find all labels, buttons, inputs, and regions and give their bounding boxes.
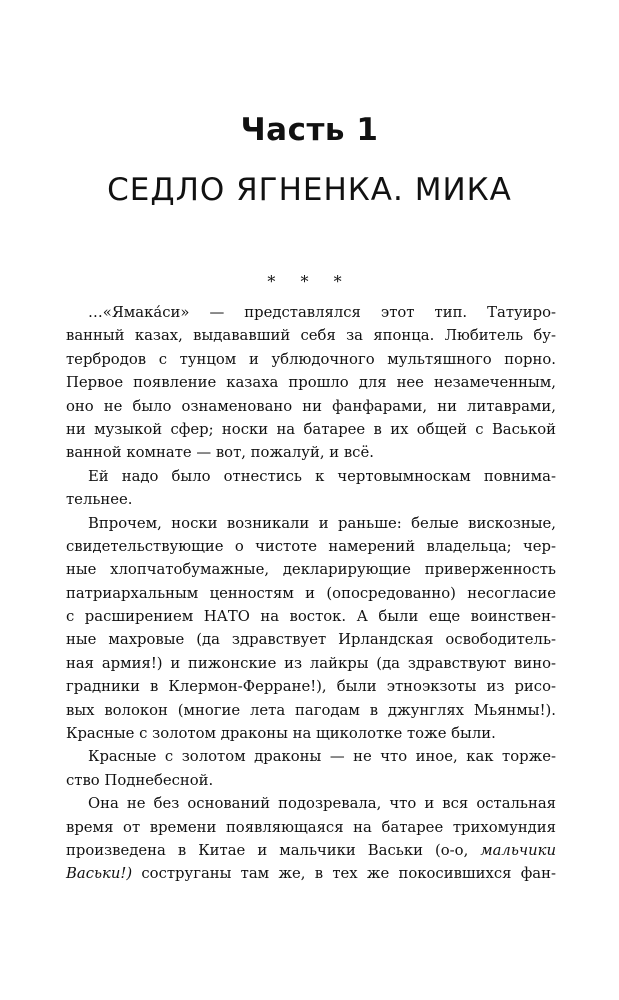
text-segment: вых волокон (многие лета пагодам в джунглях Мьянмы!).: [66, 701, 556, 719]
text-line: [66, 839, 556, 862]
italic-text: мальчики: [480, 841, 556, 859]
text-segment: свидетельствующие о чистоте намерений владельца; чер-: [66, 537, 556, 555]
text-segment: Впрочем, носки возникали и раньше: белые вискозные,: [88, 514, 556, 532]
text-line: [66, 745, 556, 768]
text-line: [66, 792, 556, 815]
text-line: [66, 301, 556, 324]
text-segment: тербродов с тунцом и ублюдочного мультяшного порно.: [66, 350, 556, 368]
text-segment: ванный казах, выдававший себя за японца. Любитель бу-: [66, 327, 556, 345]
text-line: [66, 816, 556, 839]
text-segment: тельнее.: [66, 491, 133, 509]
text-line: [66, 582, 556, 605]
text-segment: ство Поднебесной.: [66, 771, 214, 789]
text-line: [66, 605, 556, 628]
text-line: [66, 395, 556, 418]
text-segment: патриархальным ценностям и (опосредованно) несогласие: [66, 584, 556, 602]
text-line: [66, 488, 556, 511]
text-line: [66, 535, 556, 558]
text-segment: с расширением НАТО на восток. А были еще воинствен-: [66, 608, 556, 626]
text-line: [66, 371, 556, 394]
text-line: [66, 769, 556, 792]
text-line: [66, 348, 556, 371]
text-segment: Первое появление казаха прошло для нее незамеченным,: [66, 374, 556, 392]
text-line: [66, 512, 556, 535]
text-segment: произведена в Китае и мальчики Васьки (о-о,: [66, 841, 481, 859]
text-line: [66, 465, 556, 488]
text-segment: ные махровые (да здравствует Ирландская освободитель-: [66, 631, 556, 649]
text-segment: соструганы там же, в тех же покосившихся фан-: [132, 865, 556, 883]
text-line: [66, 441, 556, 464]
text-segment: Ей надо было отнестись к чертовымноскам повнима-: [88, 467, 556, 485]
text-segment: …«Ямака́си» — представлялся этот тип. Татуиро-: [88, 304, 556, 321]
text-segment: Красные с золотом драконы на щиколотке тоже были.: [66, 725, 496, 743]
text-line: [66, 558, 556, 581]
text-segment: оно не было ознаменовано ни фанфарами, ни литаврами,: [66, 397, 556, 415]
section-ornament: * * *: [267, 272, 352, 291]
text-line: [66, 862, 556, 885]
text-line: [66, 628, 556, 651]
text-segment: Красные с золотом драконы — не что иное, как торже-: [88, 748, 556, 766]
part-title: Часть 1: [240, 112, 379, 148]
text-line: [66, 675, 556, 698]
text-line: [66, 418, 556, 441]
chapter-title: СЕДЛО ЯГНЕНКА. МИКА: [107, 172, 512, 208]
text-segment: ни музыкой сфер; носки на батарее в их общей с Васькой: [66, 420, 556, 438]
text-segment: ные хлопчатобумажные, декларирующие приверженность: [66, 561, 556, 579]
text-segment: ная армия!) и пижонские из лайкры (да здравствуют вино-: [66, 654, 556, 672]
text-line: [66, 722, 556, 745]
text-line: [66, 324, 556, 347]
text-segment: градники в Клермон-Ферране!), были этноэкзоты из рисо-: [66, 678, 556, 696]
text-segment: время от времени появляющаяся на батарее трихомундия: [66, 818, 556, 836]
body-text: [66, 301, 556, 886]
text-segment: Она не без оснований подозревала, что и вся остальная: [88, 795, 556, 813]
text-line: [66, 652, 556, 675]
text-segment: ванной комнате — вот, пожалуй, и всё.: [66, 444, 374, 462]
italic-text: Васьки!): [66, 865, 133, 883]
text-line: [66, 699, 556, 722]
